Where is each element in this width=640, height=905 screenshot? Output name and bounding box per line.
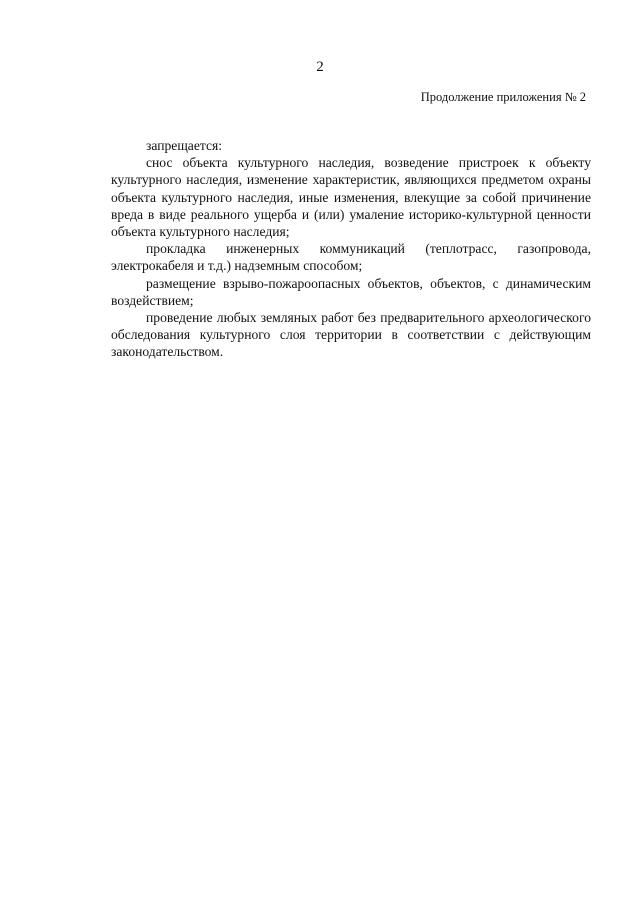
paragraph-demolition: снос объекта культурного наследия, возведение пристроек к объекту культурного наследия, изменение характеристик, являющихся предметом охраны объекта культурного наследия, иные изменения, влекущие за собой причинение вреда в виде реального ущерба и (или) умаление историко-культурной ценности объекта культурного наследия; — [111, 155, 591, 240]
document-body — [111, 137, 591, 361]
page-number: 2 — [316, 59, 324, 75]
paragraph-hazardous-objects: размещение взрыво-пожароопасных объектов, объектов, с динамическим воздействием; — [111, 275, 591, 308]
appendix-continuation-note: Продолжение приложения № 2 — [420, 90, 586, 104]
paragraph-earthworks: проведение любых земляных работ без предварительного археологического обследования культурного слоя территории в соответствии с действующим законодательством. — [111, 310, 591, 360]
paragraph-utilities: прокладка инженерных коммуникаций (теплотрасс, газопровода, электрокабеля и т.д.) надземным способом; — [111, 241, 591, 274]
paragraph-prohibited-intro: запрещается: — [146, 138, 223, 153]
